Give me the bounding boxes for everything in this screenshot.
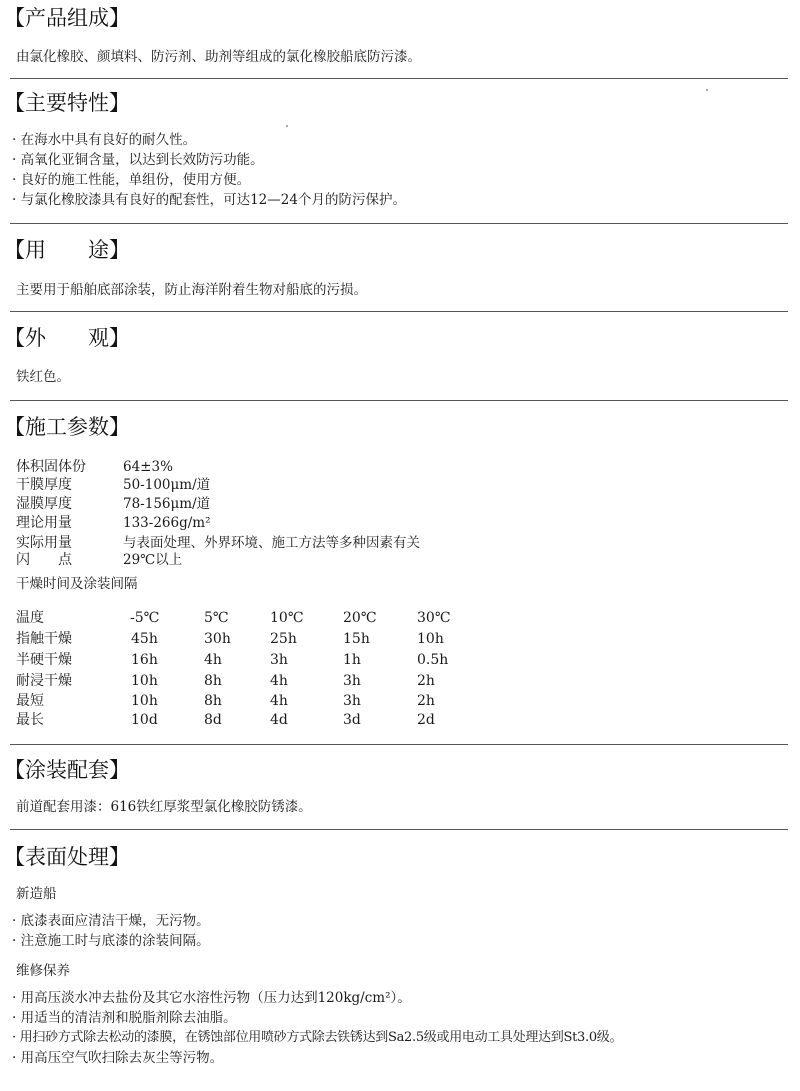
param-value: 29℃以上 <box>123 552 183 568</box>
table-cell: 15h <box>343 631 370 647</box>
table-header-cell: 5℃ <box>204 610 229 626</box>
usage-text: 主要用于船舶底部涂装，防止海洋附着生物对船底的污损。 <box>16 282 367 298</box>
table-cell: 25h <box>270 631 297 647</box>
table-cell: 2h <box>417 673 435 689</box>
table-cell: 3h <box>270 652 288 668</box>
table-cell: 最长 <box>16 712 44 728</box>
table-cell: 0.5h <box>417 652 449 668</box>
table-cell: 30h <box>204 631 231 647</box>
table-header-cell: 温度 <box>16 610 44 626</box>
section-heading-features: 【主要特性】 <box>4 91 130 115</box>
feature-item: · 良好的施工性能，单组份，使用方便。 <box>12 172 251 188</box>
param-value: 50-100μm/道 <box>123 477 211 493</box>
maintenance-item: · 用扫砂方式除去松动的漆膜，在锈蚀部位用喷砂方式除去铁锈达到Sa2.5级或用电动工具处理达到St3.0级。 <box>12 1030 623 1045</box>
table-cell: 10h <box>417 631 444 647</box>
feature-item: · 与氯化橡胶漆具有良好的配套性，可达12—24个月的防污保护。 <box>12 192 406 208</box>
divider <box>10 311 788 312</box>
table-cell: 4d <box>270 712 288 728</box>
table-cell: 10h <box>131 693 158 709</box>
table-cell: 3d <box>343 712 361 728</box>
param-label: 实际用量 <box>16 535 72 551</box>
table-cell: 16h <box>131 652 158 668</box>
table-cell: 耐浸干燥 <box>16 673 72 689</box>
table-cell: 2d <box>417 712 435 728</box>
scan-speck <box>706 89 708 91</box>
table-cell: 4h <box>270 673 288 689</box>
divider <box>10 744 788 745</box>
new-ship-item: · 注意施工时与底漆的涂装间隔。 <box>12 933 210 949</box>
section-heading-params: 【施工参数】 <box>4 415 130 439</box>
maintenance-title: 维修保养 <box>16 963 70 979</box>
table-cell: 2h <box>417 693 435 709</box>
system-text: 前道配套用漆：616铁红厚浆型氯化橡胶防锈漆。 <box>16 799 312 815</box>
table-header-cell: -5℃ <box>130 610 160 626</box>
divider <box>10 829 788 830</box>
maintenance-item: · 用高压空气吹扫除去灰尘等污物。 <box>12 1050 224 1066</box>
feature-item: · 高氧化亚铜含量，以达到长效防污功能。 <box>12 152 264 168</box>
table-cell: 45h <box>131 631 158 647</box>
table-cell: 8h <box>204 693 222 709</box>
new-ship-item: · 底漆表面应清洁干燥，无污物。 <box>12 913 210 929</box>
feature-item: · 在海水中具有良好的耐久性。 <box>12 132 197 148</box>
param-value: 与表面处理、外界环境、施工方法等多种因素有关 <box>123 535 420 551</box>
maintenance-item: · 用高压淡水冲去盐份及其它水溶性污物（压力达到120kg/cm²）。 <box>12 990 411 1006</box>
divider <box>10 78 788 79</box>
table-cell: 最短 <box>16 693 44 709</box>
param-value: 78-156μm/道 <box>123 496 211 512</box>
divider <box>10 223 788 224</box>
param-label: 湿膜厚度 <box>16 496 72 512</box>
divider <box>10 400 788 401</box>
drying-title: 干燥时间及涂装间隔 <box>16 576 138 592</box>
new-ship-title: 新造船 <box>16 886 57 902</box>
section-heading-composition: 【产品组成】 <box>4 6 130 30</box>
table-cell: 8d <box>204 712 222 728</box>
section-heading-usage: 【用 途】 <box>4 238 130 262</box>
table-cell: 10h <box>131 673 158 689</box>
table-header-cell: 30℃ <box>417 610 451 626</box>
table-cell: 4h <box>204 652 222 668</box>
section-heading-appearance: 【外 观】 <box>4 326 130 350</box>
section-heading-system: 【涂装配套】 <box>4 758 130 782</box>
table-cell: 半硬干燥 <box>16 652 72 668</box>
table-cell: 10d <box>131 712 158 728</box>
table-cell: 1h <box>343 652 361 668</box>
param-label: 干膜厚度 <box>16 477 72 493</box>
table-cell: 3h <box>343 693 361 709</box>
param-label: 体积固体份 <box>16 459 86 475</box>
appearance-text: 铁红色。 <box>16 369 70 385</box>
table-cell: 8h <box>204 673 222 689</box>
table-header-cell: 10℃ <box>270 610 304 626</box>
param-value: 64±3% <box>123 459 173 475</box>
maintenance-item: · 用适当的清洁剂和脱脂剂除去油脂。 <box>12 1010 237 1026</box>
table-cell: 3h <box>343 673 361 689</box>
table-cell: 指触干燥 <box>16 631 72 647</box>
param-value: 133-266g/m² <box>123 515 211 531</box>
param-label: 理论用量 <box>16 515 72 531</box>
composition-text: 由氯化橡胶、颜填料、防污剂、助剂等组成的氯化橡胶船底防污漆。 <box>16 49 421 65</box>
table-cell: 4h <box>270 693 288 709</box>
table-header-cell: 20℃ <box>343 610 377 626</box>
scan-speck <box>286 125 288 127</box>
param-label: 闪 点 <box>16 552 72 568</box>
section-heading-surface: 【表面处理】 <box>4 845 130 869</box>
